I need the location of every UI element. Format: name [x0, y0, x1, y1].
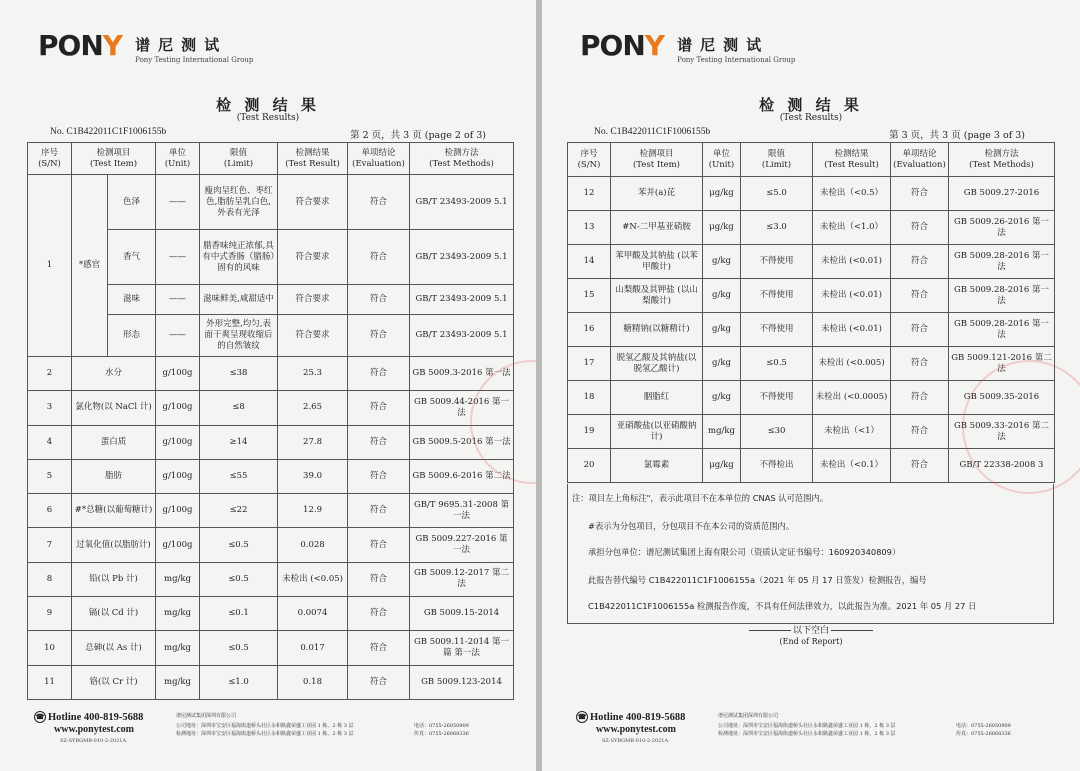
cell-sn: 20	[568, 449, 611, 483]
table-row	[28, 597, 514, 631]
report-notes	[567, 484, 1054, 624]
cell-limit: ≤0.5	[200, 631, 278, 665]
cell-sn: 10	[28, 631, 72, 665]
cell-limit: ≤8	[200, 391, 278, 425]
cell-sn: 11	[28, 665, 72, 699]
cell-item: 总砷(以 As 计)	[72, 631, 156, 665]
cell-limit: ≤3.0	[741, 211, 813, 245]
cell-item: 铬(以 Cr 计)	[72, 665, 156, 699]
cell-sn: 2	[28, 357, 72, 391]
page-info: 第 3 页，共 3 页 (page 3 of 3)	[889, 130, 1025, 141]
cell-item: 镉(以 Cd 计)	[72, 597, 156, 631]
cell-item: 铅(以 Pb 计)	[72, 562, 156, 596]
cell-unit: g/kg	[703, 313, 741, 347]
pony-logo	[580, 30, 795, 70]
end-of-report: (End of Report)	[779, 637, 843, 646]
table-row: 1 *感官 色泽 —— 瘦肉呈红色、枣红色,脂肪呈乳白色,外表有光泽 符合要求 符合 GB/T 23493-2009 5.1	[28, 175, 514, 230]
cell-evaluation: 符合	[348, 494, 410, 528]
fax: 传真：0755-26068336	[414, 731, 469, 737]
cell-item: 苯甲酸及其钠盐 (以苯甲酸计)	[611, 245, 703, 279]
cell-unit: μg/kg	[703, 449, 741, 483]
pony-logo	[38, 30, 253, 70]
cell-result: 未检出 (<0.01)	[813, 279, 891, 313]
cell-method: GB 5009.28-2016 第一法	[949, 313, 1055, 347]
cell-method: GB 5009.33-2016 第二法	[949, 415, 1055, 449]
cell-evaluation: 符合	[348, 665, 410, 699]
cell-item: 糖精钠(以糖精计)	[611, 313, 703, 347]
cell-item: 氯霉素	[611, 449, 703, 483]
table-row: 形态 —— 外形完整,均匀,表面干爽呈现收缩后的自然皱纹 符合要求 符合 GB/T 23493-2009 5.1	[28, 315, 514, 357]
cell-result: 0.18	[278, 665, 348, 699]
company-name: 谱尼测试集团深圳有限公司	[718, 713, 779, 719]
cell-evaluation: 符合	[348, 631, 410, 665]
table-row	[568, 313, 1055, 347]
cell-result: 未检出 (<0.01)	[813, 245, 891, 279]
cell-limit: ≤1.0	[200, 665, 278, 699]
cell-unit: g/kg	[703, 347, 741, 381]
cell-method: GB 5009.26-2016 第一法	[949, 211, 1055, 245]
col-limit: 限值 (Limit)	[741, 143, 813, 177]
cell-evaluation: 符合	[891, 415, 949, 449]
cell-result: 未检出 (<0.05)	[278, 562, 348, 596]
cell-limit: ≤55	[200, 459, 278, 493]
table-row: 滋味 —— 滋味鲜美,咸甜适中 符合要求 符合 GB/T 23493-2009 5.1	[28, 285, 514, 315]
cell-result: 未检出 (<0.0005)	[813, 381, 891, 415]
cell-method: GB 5009.121-2016 第二法	[949, 347, 1055, 381]
cell-limit: ≤38	[200, 357, 278, 391]
cell-sn: 12	[568, 177, 611, 211]
cell-limit: ≤5.0	[741, 177, 813, 211]
cell-result: 25.3	[278, 357, 348, 391]
end-marker: 以下空白	[792, 626, 829, 636]
cell-evaluation: 符合	[891, 313, 949, 347]
cell-limit: ≤0.5	[200, 562, 278, 596]
cell-item: #N-二甲基亚硝胺	[611, 211, 703, 245]
cell-evaluation: 符合	[348, 425, 410, 459]
cell-limit: ≤22	[200, 494, 278, 528]
logo-cn: 谱尼测试	[135, 36, 228, 54]
table-row	[28, 357, 514, 391]
note-line: C1B422011C1F1006155a 检测报告作废，不具有任何法律效力，以此报告为准。2021 年 05 月 27 日	[588, 601, 977, 611]
divider	[831, 630, 873, 631]
cell-item: 氯化物(以 NaCl 计)	[72, 391, 156, 425]
note-line: 注：项目左上角标注"，表示此项目不在本单位的 CNAS 认可范围内。	[572, 493, 829, 503]
cell-sn: 17	[568, 347, 611, 381]
report-page-3	[542, 0, 1080, 771]
table-row	[28, 665, 514, 699]
cell-item: 胭脂红	[611, 381, 703, 415]
cell-method: GB 5009.227-2016 第一法	[410, 528, 514, 562]
cell-sn: 8	[28, 562, 72, 596]
cell-method: GB 5009.5-2016 第一法	[410, 425, 514, 459]
hotline: Hotline 400-819-5688	[48, 712, 144, 723]
report-number: No. C1B422011C1F1006155b	[594, 127, 711, 137]
cell-limit: ≤0.5	[741, 347, 813, 381]
cell-evaluation: 符合	[348, 562, 410, 596]
cell-sn: 13	[568, 211, 611, 245]
table-row	[28, 459, 514, 493]
cell-limit: 不得使用	[741, 245, 813, 279]
cell-unit: μg/kg	[703, 211, 741, 245]
cell-item: 脱氢乙酸及其钠盐(以脱氢乙酸计)	[611, 347, 703, 381]
website: www.ponytest.com	[596, 724, 676, 735]
cell-item: 亚硝酸盐(以亚硝酸钠计)	[611, 415, 703, 449]
cell-result: 未检出 (<0.01)	[813, 313, 891, 347]
cell-result: 2.65	[278, 391, 348, 425]
cell-unit: μg/kg	[703, 177, 741, 211]
cell-item: 蛋白质	[72, 425, 156, 459]
col-method: 检测方法 (Test Methods)	[410, 143, 514, 175]
phone-icon: ☎	[577, 713, 587, 721]
cell-result: 未检出（<0.1）	[813, 449, 891, 483]
note-line: 承担分包单位：谱尼测试集团上海有限公司（资质认定证书编号：160920340809）	[588, 547, 901, 557]
test-address: 检测地址：深圳市宝安区福海街道桥头社区永和路鑫荣盛工业园 1 栋、2 栋 3 层	[176, 731, 354, 737]
company-address: 公司地址：深圳市宝安区福海街道桥头社区永和路鑫荣盛工业园 1 栋、2 栋 3 层	[176, 723, 354, 729]
cell-result: 0.017	[278, 631, 348, 665]
note-line: 此报告替代编号 C1B422011C1F1006155a（2021 年 05 月 17 日签发）检测报告，编号	[588, 575, 927, 585]
report-title: 检 测 结 果	[216, 96, 320, 114]
cell-unit: g/100g	[156, 357, 200, 391]
table-row	[28, 631, 514, 665]
table-row: 香气 —— 腊香味纯正浓郁,具有中式香肠（腊肠）固有的风味 符合要求 符合 GB/T 23493-2009 5.1	[28, 230, 514, 285]
logo-en: Pony Testing International Group	[677, 56, 796, 64]
cell-method: GB 5009.15-2014	[410, 597, 514, 631]
cell-evaluation: 符合	[891, 381, 949, 415]
cell-evaluation: 符合	[348, 357, 410, 391]
cell-limit: 不得检出	[741, 449, 813, 483]
cell-evaluation: 符合	[891, 279, 949, 313]
cell-sn: 4	[28, 425, 72, 459]
logo-cn: 谱尼测试	[677, 36, 770, 54]
col-evaluation: 单项结论 (Evaluation)	[891, 143, 949, 177]
note-line: #表示为分包项目，分包项目不在本公司的资质范围内。	[588, 521, 795, 531]
logo-letter: Y	[102, 29, 123, 62]
cell-sn: 14	[568, 245, 611, 279]
cell-unit: mg/kg	[156, 665, 200, 699]
report-title-en: (Test Results)	[779, 113, 843, 123]
cell-result: 未检出 (<0.005)	[813, 347, 891, 381]
col-method: 检测方法 (Test Methods)	[949, 143, 1055, 177]
cell-method: GB 5009.44-2016 第一法	[410, 391, 514, 425]
cell-evaluation: 符合	[348, 528, 410, 562]
table-header	[28, 143, 514, 175]
cell-evaluation: 符合	[891, 449, 949, 483]
company-name: 谱尼测试集团深圳有限公司	[176, 713, 237, 719]
cell-sn: 16	[568, 313, 611, 347]
cell-unit: g/kg	[703, 245, 741, 279]
telephone: 电话：0755-26050909	[414, 723, 469, 729]
cell-limit: 不得使用	[741, 313, 813, 347]
cell-item: 山梨酸及其钾盐 (以山梨酸计)	[611, 279, 703, 313]
results-table	[27, 142, 514, 700]
report-number: No. C1B422011C1F1006155b	[50, 127, 167, 137]
cell-result: 0.028	[278, 528, 348, 562]
cell-sn: 3	[28, 391, 72, 425]
cell-evaluation: 符合	[348, 391, 410, 425]
cell-method: GB 5009.123-2014	[410, 665, 514, 699]
cell-result: 12.9	[278, 494, 348, 528]
cell-result: 未检出（<1.0）	[813, 211, 891, 245]
cell-unit: mg/kg	[156, 562, 200, 596]
col-sn: 序号 (S/N)	[28, 143, 72, 175]
table-row	[28, 391, 514, 425]
report-title: 检 测 结 果	[759, 96, 863, 114]
col-item: 检测项目 (Test Item)	[72, 143, 156, 175]
cell-method: GB 5009.3-2016 第一法	[410, 357, 514, 391]
cell-item: 水分	[72, 357, 156, 391]
telephone: 电话：0755-26050909	[956, 723, 1011, 729]
phone-icon: ☎	[35, 713, 45, 721]
page-footer	[34, 708, 504, 748]
table-row	[28, 494, 514, 528]
cell-evaluation: 符合	[891, 211, 949, 245]
cell-evaluation: 符合	[348, 597, 410, 631]
logo-text: PON	[580, 29, 645, 62]
col-result: 检测结果 (Test Result)	[278, 143, 348, 175]
table-row	[28, 562, 514, 596]
test-address: 检测地址：深圳市宝安区福海街道桥头社区永和路鑫荣盛工业园 1 栋、2 栋 3 层	[718, 731, 896, 737]
cell-result: 27.8	[278, 425, 348, 459]
page-footer	[576, 708, 1046, 748]
cell-limit: ≤30	[741, 415, 813, 449]
table-row	[568, 347, 1055, 381]
cell-method: GB 5009.28-2016 第一法	[949, 279, 1055, 313]
cell-sn: 5	[28, 459, 72, 493]
table-row	[568, 245, 1055, 279]
cell-result: 0.0074	[278, 597, 348, 631]
col-sn: 序号 (S/N)	[568, 143, 611, 177]
cell-unit: g/100g	[156, 425, 200, 459]
cell-unit: g/100g	[156, 528, 200, 562]
cell-limit: ≤0.1	[200, 597, 278, 631]
cell-unit: mg/kg	[703, 415, 741, 449]
cell-method: GB 5009.6-2016 第二法	[410, 459, 514, 493]
cell-result: 未检出（<0.5）	[813, 177, 891, 211]
cell-unit: g/100g	[156, 494, 200, 528]
website: www.ponytest.com	[54, 724, 134, 735]
cell-evaluation: 符合	[891, 245, 949, 279]
cell-item: 过氧化值(以脂肪计)	[72, 528, 156, 562]
cell-sn: 9	[28, 597, 72, 631]
divider	[749, 630, 791, 631]
hotline: Hotline 400-819-5688	[590, 712, 686, 723]
cell-evaluation: 符合	[891, 177, 949, 211]
cell-method: GB 5009.11-2014 第一篇 第一法	[410, 631, 514, 665]
cell-sn: 19	[568, 415, 611, 449]
cell-unit: mg/kg	[156, 631, 200, 665]
logo-letter: Y	[644, 29, 665, 62]
cell-unit: g/kg	[703, 381, 741, 415]
table-row	[28, 528, 514, 562]
cell-evaluation: 符合	[348, 459, 410, 493]
logo-text: PON	[38, 29, 103, 62]
cell-method: GB/T 9695.31-2008 第一法	[410, 494, 514, 528]
doc-code: SZ-SYBGMB-010-2-2021A	[602, 738, 669, 744]
logo-en: Pony Testing International Group	[135, 56, 254, 64]
cell-unit: mg/kg	[156, 597, 200, 631]
table-header	[568, 143, 1055, 177]
cell-sn: 7	[28, 528, 72, 562]
company-address: 公司地址：深圳市宝安区福海街道桥头社区永和路鑫荣盛工业园 1 栋、2 栋 3 层	[718, 723, 896, 729]
cell-result: 39.0	[278, 459, 348, 493]
cell-method: GB 5009.35-2016	[949, 381, 1055, 415]
cell-sn: 18	[568, 381, 611, 415]
table-row	[568, 177, 1055, 211]
cell-method: GB 5009.27-2016	[949, 177, 1055, 211]
cell-limit: 不得使用	[741, 279, 813, 313]
cell-sn: 6	[28, 494, 72, 528]
cell-unit: g/100g	[156, 459, 200, 493]
page-info: 第 2 页，共 3 页 (page 2 of 3)	[350, 130, 486, 141]
cell-method: GB 5009.12-2017 第二法	[410, 562, 514, 596]
results-rows	[28, 357, 514, 700]
cell-method: GB/T 22338-2008 3	[949, 449, 1055, 483]
col-unit: 单位 (Unit)	[156, 143, 200, 175]
col-limit: 限值 (Limit)	[200, 143, 278, 175]
cell-item: 脂肪	[72, 459, 156, 493]
col-result: 检测结果 (Test Result)	[813, 143, 891, 177]
cell-limit: 不得使用	[741, 381, 813, 415]
table-row	[28, 425, 514, 459]
table-row	[568, 279, 1055, 313]
cell-sn: 15	[568, 279, 611, 313]
doc-code: SZ-SYBGMB-010-2-2021A	[60, 738, 127, 744]
cell-item: 苯并(a)芘	[611, 177, 703, 211]
fax: 传真：0755-26068336	[956, 731, 1011, 737]
report-page-2	[0, 0, 536, 771]
report-title-en: (Test Results)	[236, 113, 300, 123]
cell-unit: g/100g	[156, 391, 200, 425]
cell-method: GB 5009.28-2016 第一法	[949, 245, 1055, 279]
cell-limit: ≥14	[200, 425, 278, 459]
col-evaluation: 单项结论 (Evaluation)	[348, 143, 410, 175]
cell-result: 未检出（<1）	[813, 415, 891, 449]
table-row	[568, 211, 1055, 245]
col-item: 检测项目 (Test Item)	[611, 143, 703, 177]
cell-limit: ≤0.5	[200, 528, 278, 562]
cell-unit: g/kg	[703, 279, 741, 313]
col-unit: 单位 (Unit)	[703, 143, 741, 177]
cell-item: #*总糖(以葡萄糖计)	[72, 494, 156, 528]
cell-evaluation: 符合	[891, 347, 949, 381]
